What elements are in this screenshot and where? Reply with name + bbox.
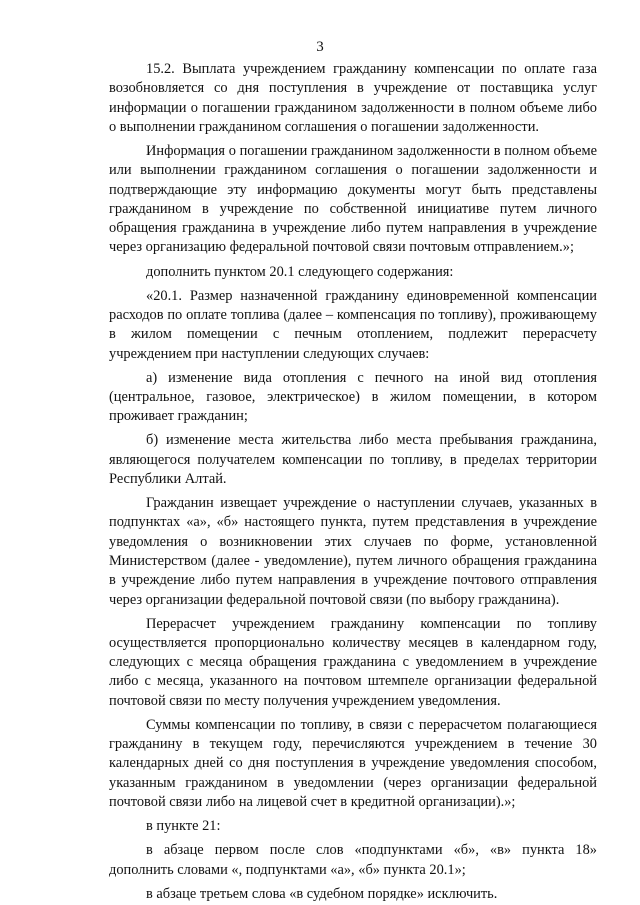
paragraph-third-subparagraph: в абзаце третьем слова «в судебном порядке» исключить. — [146, 885, 498, 902]
paragraph-point-21: в пункте 21: — [146, 818, 221, 835]
paragraph-20-1: «20.1. Размер назначенной гражданину единовременной компенсации расходов по оплате топлива (далее – компенсация по топливу), проживающему в жилом помещении с печным отоплением, подлежит перерасчету учреждением при наступлении следующих случаев: — [109, 287, 597, 362]
page-number: 3 — [316, 39, 324, 55]
paragraph-first-subparagraph: в абзаце первом после слов «подпунктами «б», «в» пункта 18» дополнить словами «, подпунктами «а», «б» пункта 20.1»; — [109, 842, 597, 878]
paragraph-information: Информация о погашении гражданином задолженности в полном объеме или выполнении гражданином соглашения о погашении задолженности и подтверждающие эту информацию документы могут быть представлены гражданином в учреждение по собственной инициативе путем личного обращения гражданина в учреждение либо путем направления в учреждение через организацию федеральной почтовой связи почтовым отправлением.»; — [109, 142, 597, 256]
paragraph-case-a: а) изменение вида отопления с печного на иной вид отопления (центральное, газовое, электрическое) в жилом помещении, в котором проживает гражданин; — [109, 369, 597, 425]
paragraph-15-2: 15.2. Выплата учреждением гражданину компенсации по оплате газа возобновляется со дня поступления в учреждение от поставщика услуг информации о погашении гражданином задолженности в полном объеме либо о выполнении гражданином соглашения о погашении задолженности. — [109, 61, 597, 135]
paragraph-case-b: б) изменение места жительства либо места пребывания гражданина, являющегося получателем компенсации по топливу, в пределах территории Республики Алтай. — [109, 432, 597, 487]
document-body — [109, 60, 597, 904]
paragraph-add-20-1: дополнить пунктом 20.1 следующего содержания: — [146, 263, 454, 280]
paragraph-notification: Гражданин извещает учреждение о наступлении случаев, указанных в подпунктах «а», «б» настоящего пункта, путем представления в учреждение уведомления о возникновении этих случаев по форме, установленной Министерством (далее - уведомление), путем личного обращения гражданина в учреждение либо путем направления в учреждение почтового отправления через организации федеральной почтовой связи (по выбору гражданина). — [109, 495, 597, 608]
paragraph-amounts: Суммы компенсации по топливу, в связи с перерасчетом полагающиеся гражданину в текущем году, перечисляются учреждением в течение 30 календарных дней со дня поступления в учреждение уведомления способом, указанным гражданином в уведомлении (через организации федеральной почтовой связи либо на лицевой счет в кредитной организации).»; — [109, 716, 597, 811]
paragraph-recalculation: Перерасчет учреждением гражданину компенсации по топливу осуществляется пропорционально количеству месяцев в календарном году, следующих с месяца обращения гражданина с уведомлением в учреждение либо с месяца, указанного на почтовом штемпеле организации федеральной почтовой связи по месту получения учреждением уведомления. — [109, 615, 597, 709]
